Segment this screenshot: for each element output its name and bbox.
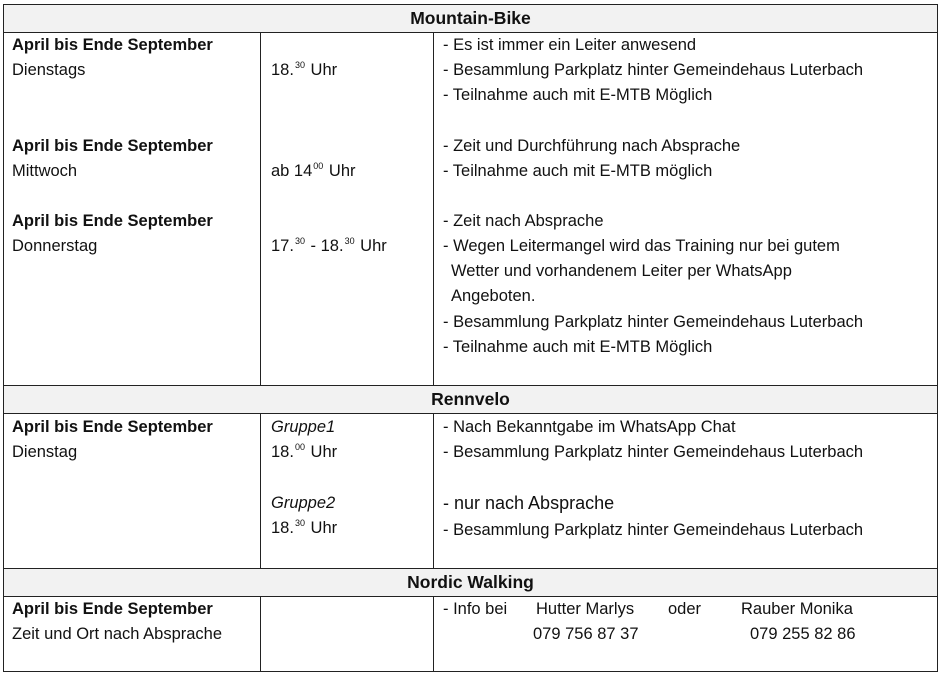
note-line: - Zeit nach Absprache — [443, 212, 604, 230]
day-label: Mittwoch — [12, 162, 78, 180]
section-title-rennvelo: Rennvelo — [431, 389, 510, 409]
note-line: - Besammlung Parkplatz hinter Gemeindehaus Luterbach — [443, 443, 864, 461]
period-label: April bis Ende September — [12, 137, 213, 155]
time-label: 17.30 - 18.30 Uhr — [271, 236, 387, 255]
note-line: - Zeit und Durchführung nach Absprache — [443, 137, 741, 155]
contact-name: Rauber Monika — [741, 600, 853, 618]
table-rule — [3, 4, 938, 5]
day-label: Donnerstag — [12, 237, 98, 255]
section-title-mtb: Mountain-Bike — [410, 8, 531, 28]
table-rule — [3, 413, 938, 414]
time-label: ab $14^{00}$ Uhr — [271, 161, 356, 180]
table-rule — [3, 671, 938, 672]
section-title-nordic: Nordic Walking — [407, 572, 534, 592]
table-rule — [3, 385, 938, 386]
time-label: 18.30 Uhr — [271, 518, 338, 537]
note-line: - Besammlung Parkplatz hinter Gemeindehaus Luterbach — [443, 313, 864, 331]
contact-phone: 079 255 82 86 — [750, 625, 856, 643]
day-label: Dienstag — [12, 443, 78, 461]
info-label: - Info bei — [443, 600, 508, 618]
day-label: Dienstags — [12, 61, 86, 79]
note-line: - Besammlung Parkplatz hinter Gemeindehaus Luterbach — [443, 521, 864, 539]
note-line: - Es ist immer ein Leiter anwesend — [443, 36, 697, 54]
table-rule — [3, 568, 938, 569]
column-rule — [433, 32, 434, 386]
period-label: April bis Ende September — [12, 600, 213, 618]
group-label: Gruppe1 — [271, 418, 336, 436]
note-line: - Teilnahme auch mit E-MTB Möglich — [443, 338, 713, 356]
note-line: - Teilnahme auch mit E-MTB Möglich — [443, 86, 713, 104]
time-label: 18.30 Uhr — [271, 60, 338, 79]
column-rule — [433, 596, 434, 672]
note-line: - Besammlung Parkplatz hinter Gemeindehaus Luterbach — [443, 61, 864, 79]
note-line: - Nach Bekanntgabe im WhatsApp Chat — [443, 418, 736, 436]
note-line: - Wegen Leitermangel wird das Training nur bei gutem — [443, 237, 840, 255]
period-label: April bis Ende September — [12, 418, 213, 436]
table-rule — [3, 596, 938, 597]
contact-name: Hutter Marlys — [536, 600, 635, 618]
contact-phone: 079 756 87 37 — [533, 625, 639, 643]
period-label: April bis Ende September — [12, 36, 213, 54]
group-label: Gruppe2 — [271, 494, 336, 512]
day-label: Zeit und Ort nach Absprache — [12, 625, 223, 643]
table-rule — [3, 32, 938, 33]
column-rule — [260, 413, 261, 569]
contact-separator: oder — [668, 600, 702, 618]
note-line: - Teilnahme auch mit E-MTB möglich — [443, 162, 713, 180]
column-rule — [433, 413, 434, 569]
note-line: - nur nach Absprache — [443, 493, 615, 513]
column-rule — [260, 596, 261, 672]
period-label: April bis Ende September — [12, 212, 213, 230]
time-label: 18.00 Uhr — [271, 442, 338, 461]
column-rule — [260, 32, 261, 386]
note-line: Wetter und vorhandenem Leiter per WhatsApp — [451, 262, 792, 280]
note-line: Angeboten. — [451, 287, 536, 305]
